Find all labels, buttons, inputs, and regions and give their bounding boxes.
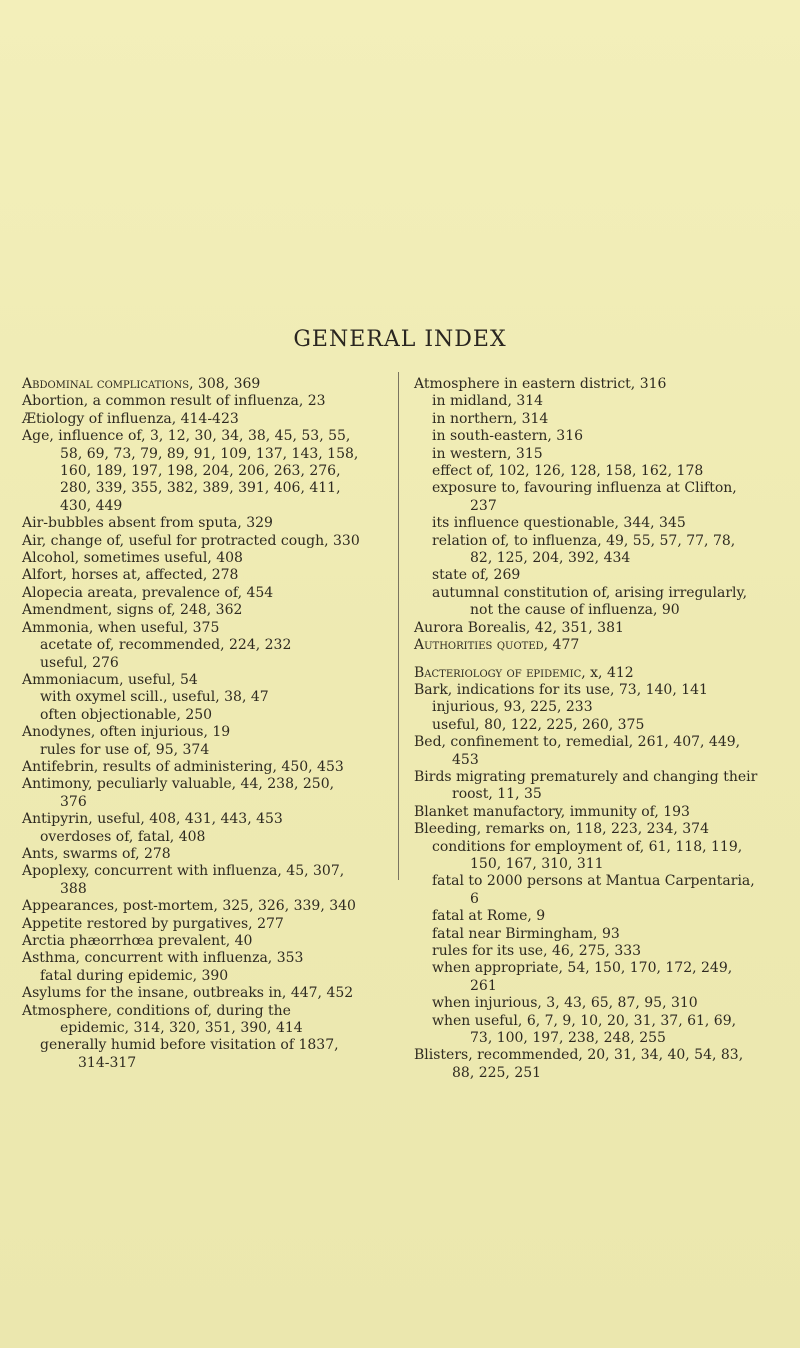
index-entry: Age, influence of, 3, 12, 30, 34, 38, 45, 53, 55, 58, 69, 73, 79, 89, 91, 109, 137, 143, 158, 160, 189, 197, 198, 204, 206, 263, 276, 280, 339, 355, 382, 389, 391, 406, 411, 430, 449 — [22, 428, 359, 514]
index-subentry: with oxymel scill., useful, 38, 47 — [40, 689, 269, 706]
index-subentry: fatal near Birmingham, 93 — [432, 925, 620, 942]
index-entry: Ants, swarms of, 278 — [22, 845, 171, 862]
index-entry: Ætiology of influenza, 414-423 — [22, 410, 239, 427]
column-divider — [398, 372, 399, 880]
index-subentry: overdoses of, fatal, 408 — [40, 828, 206, 845]
index-entry: Blisters, recommended, 20, 31, 34, 40, 54, 83, 88, 225, 251 — [414, 1047, 744, 1081]
index-subentry: state of, 269 — [432, 567, 521, 584]
index-column-right — [414, 376, 759, 1082]
index-entry: Amendment, signs of, 248, 362 — [22, 602, 243, 619]
index-entry: Ammoniacum, useful, 54 — [22, 671, 198, 688]
index-subentry: rules for use of, 95, 374 — [40, 741, 210, 758]
index-subentry: relation of, to influenza, 49, 55, 57, 77, 78, 82, 125, 204, 392, 434 — [432, 532, 736, 567]
index-entry: Alfort, horses at, affected, 278 — [22, 567, 239, 584]
index-subentry: useful, 80, 122, 225, 260, 375 — [432, 716, 645, 733]
index-entry: Arctia phæorrhœa prevalent, 40 — [22, 933, 253, 949]
index-entry: Bacteriology of epidemic, x, 412 — [414, 664, 634, 681]
index-entry: Air-bubbles absent from sputa, 329 — [22, 515, 273, 532]
page-title: GENERAL INDEX — [293, 327, 507, 352]
index-subentry: generally humid before visitation of 1837, 314-317 — [40, 1037, 339, 1071]
index-subentry: in south-eastern, 316 — [432, 428, 584, 445]
index-subentry: in western, 315 — [432, 445, 543, 462]
index-entry: Apoplexy, concurrent with influenza, 45, 307, 388 — [22, 863, 345, 897]
index-entry: Alopecia areata, prevalence of, 454 — [22, 584, 274, 601]
index-entry: Bark, indications for its use, 73, 140, 141 — [414, 681, 708, 698]
index-subentry: acetate of, recommended, 224, 232 — [40, 637, 292, 654]
index-entry: Antifebrin, results of administering, 450, 453 — [22, 758, 344, 775]
index-subentry: autumnal constitution of, arising irregularly, not the cause of influenza, 90 — [432, 584, 748, 619]
index-entry: Asthma, concurrent with influenza, 353 — [22, 950, 304, 967]
index-entry: Appetite restored by purgatives, 277 — [22, 915, 284, 932]
index-subentry: conditions for employment of, 61, 118, 119, 150, 167, 310, 311 — [432, 838, 743, 872]
index-entry: Antipyrin, useful, 408, 431, 443, 453 — [22, 811, 283, 828]
index-subentry: in northern, 314 — [432, 410, 549, 427]
index-column-left — [22, 376, 360, 1072]
index-entry: Abortion, a common result of influenza, 23 — [22, 393, 326, 410]
index-subentry: in midland, 314 — [432, 393, 544, 410]
index-entry: Air, change of, useful for protracted cough, 330 — [22, 532, 360, 549]
index-subentry: when injurious, 3, 43, 65, 87, 95, 310 — [432, 995, 698, 1012]
index-subentry: often objectionable, 250 — [40, 706, 213, 723]
index-entry: Abdominal complications, 308, 369 — [22, 376, 261, 392]
index-subentry: useful, 276 — [40, 654, 119, 671]
index-subentry: fatal at Rome, 9 — [432, 908, 546, 925]
index-subentry: rules for its use, 46, 275, 333 — [432, 943, 642, 959]
index-subentry: when useful, 6, 7, 9, 10, 20, 31, 37, 61, 69, 73, 100, 197, 238, 248, 255 — [432, 1012, 737, 1047]
index-entry: Antimony, peculiarly valuable, 44, 238, 250, 376 — [22, 776, 335, 810]
index-entry: Bleeding, remarks on, 118, 223, 234, 374 — [414, 821, 709, 838]
index-entry: Atmosphere, conditions of, during the epidemic, 314, 320, 351, 390, 414 — [22, 1002, 303, 1037]
index-subentry: fatal during epidemic, 390 — [40, 967, 229, 984]
index-subentry: exposure to, favouring influenza at Clifton, 237 — [432, 480, 737, 514]
index-entry: Asylums for the insane, outbreaks in, 447, 452 — [22, 985, 354, 1002]
index-entry: Aurora Borealis, 42, 351, 381 — [414, 619, 624, 636]
index-subentry: injurious, 93, 225, 233 — [432, 699, 593, 716]
index-subentry: when appropriate, 54, 150, 170, 172, 249, 261 — [432, 960, 733, 994]
index-entry: Anodynes, often injurious, 19 — [22, 724, 231, 741]
index-subentry: effect of, 102, 126, 128, 158, 162, 178 — [432, 463, 704, 480]
index-entry: Alcohol, sometimes useful, 408 — [22, 550, 243, 567]
index-subentry: fatal to 2000 persons at Mantua Carpentaria, 6 — [432, 873, 755, 907]
index-entry: Ammonia, when useful, 375 — [22, 619, 220, 636]
index-entry: Atmosphere in eastern district, 316 — [414, 376, 667, 392]
index-subentry: its influence questionable, 344, 345 — [432, 515, 686, 532]
index-entry: Blanket manufactory, immunity of, 193 — [414, 803, 690, 820]
index-entry: Authorities quoted, 477 — [414, 637, 580, 654]
index-entry: Birds migrating prematurely and changing their roost, 11, 35 — [414, 768, 758, 803]
index-entry: Appearances, post-mortem, 325, 326, 339, 340 — [22, 898, 356, 915]
index-entry: Bed, confinement to, remedial, 261, 407, 449, 453 — [414, 734, 741, 768]
